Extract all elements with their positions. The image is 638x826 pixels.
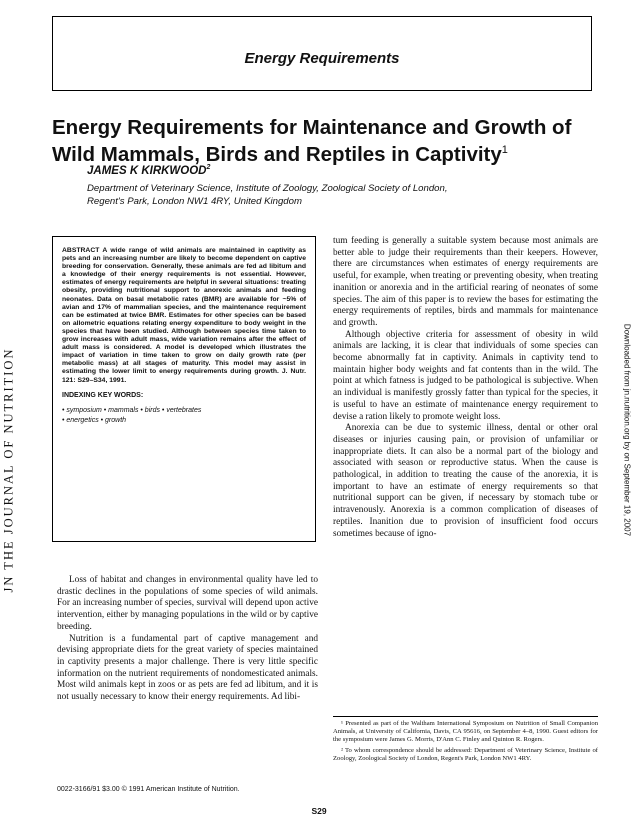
- keywords-heading: INDEXING KEY WORDS:: [62, 391, 144, 399]
- section-header-box: [52, 16, 592, 91]
- abstract-text: ABSTRACT A wide range of wild animals are maintained in captivity as pets and an increasing number are likely to become dependent on captive breeding for conservation. Generally, these animals are fed ad libitum and a knowledge of their energy requirements is not essential. However, estimates of energy requirements are helpful in several situations: treating obesity, providing nutritional support to anorexic animals and feeding neonates. Data on basal metabolic rates (BMR) are available for ~5% of avian and 17% of mammalian species, and the maintenance requirement can be estimated at twice BMR. Estimates for other species can be based on allometric equations relating energy expenditure to body weight in the species that have been studied. Although between species time taken to grow increases with adult mass, wide variation remains after the effect of adult mass is considered. A model is developed which illustrates the impact of variation in time taken to grow on daily growth rate (per metabolic mass) at all stages of maturity. This model may assist in estimating the lower limit to energy requirements during growth. J. Nutr. 121: S29–S34, 1991.: [62, 247, 306, 384]
- section-title: Energy Requirements: [244, 50, 400, 67]
- author-affiliation: [87, 182, 567, 208]
- body-paragraph: Loss of habitat and changes in environmental quality have led to drastic declines in the populations of some species of wild animals. For an increasing number of species, survival will depend upon active intervention, either by managing populations in the wild or by captive breeding.: [57, 575, 318, 632]
- article-title-line2: Wild Mammals, Birds and Reptiles in Captivity: [52, 142, 502, 166]
- affiliation-line2: Regent's Park, London NW1 4RY, United Kingdom: [87, 196, 302, 207]
- article-title-line1: Energy Requirements for Maintenance and Growth of: [52, 116, 572, 139]
- footnote-2: ² To whom correspondence should be addressed: Department of Veterinary Science, Institute of Zoology, Zoological Society of London, Regent's Park, London NW1 4RY.: [333, 746, 598, 762]
- footnote-divider: [333, 716, 598, 717]
- journal-sidebar: [0, 290, 18, 650]
- body-paragraph: Nutrition is a fundamental part of captive management and devising appropriate diets for the great variety of species maintained in captivity presents a major challenge. There is very little specific information on the nutrient requirements of nondomesticated animals. Most wild animals kept in zoos or as pets are fed ad libitum, and it is not usually necessary to know their energy requirements. Ad libi-: [57, 633, 318, 703]
- author-name: [87, 164, 210, 177]
- keywords-line2: • energetics • growth: [62, 416, 127, 424]
- body-column-right: [333, 236, 598, 540]
- copyright-line: 0022-3166/91 $3.00 © 1991 American Institute of Nutrition.: [57, 786, 240, 793]
- footnote-1: ¹ Presented as part of the Waltham International Symposium on Nutrition of Small Companion Animals, at University of California, Davis, CA 95616, on September 4–8, 1990. Guest editors for the symposium were James G. Morris, D'Ann C. Finley and Quinton R. Rogers.: [333, 720, 598, 744]
- author-footnote-mark: 2: [206, 164, 211, 171]
- body-paragraph: Although objective criteria for assessment of obesity in wild animals are lacking, it is clear that individuals of some species can become abnormally fat in captivity. Animals in captivity tend to maintain higher body weights and fat contents than in the wild. The point at which fatness is judged to be pathological is subjective. When an individual is manifestly grossly fatter than typical for the species, it is useful to have an estimate of maintenance energy requirement to devise a ration likely to promote weight loss.: [333, 329, 598, 422]
- title-footnote-mark: 1: [501, 144, 508, 156]
- keywords-line1: • symposium • mammals • birds • vertebrates: [62, 406, 202, 414]
- abstract-box: [52, 236, 316, 542]
- body-column-left: [57, 575, 318, 704]
- author-text: JAMES K KIRKWOOD: [87, 164, 207, 177]
- keywords-list: [62, 406, 306, 426]
- page-number: S29: [311, 806, 327, 816]
- article-title: [52, 116, 612, 166]
- download-sidebar: [620, 300, 634, 560]
- download-note: Downloaded from jn.nutrition.org by on September 19, 2007: [622, 323, 632, 537]
- body-paragraph: tum feeding is generally a suitable system because most animals are better able to judge their requirements than their keepers. However, there are circumstances when estimates of energy requirements are useful, for example, when treating or preventing obesity, when treating inanition or anorexia and in the artificial rearing of neonates of some species. The aim of this paper is to review the bases for estimating the energy requirements of reptiles, birds and mammals for maintenance and growth.: [333, 236, 598, 328]
- journal-name: JN THE JOURNAL OF NUTRITION: [1, 347, 16, 593]
- footnotes: [333, 716, 598, 765]
- body-paragraph: Anorexia can be due to systemic illness, dental or other oral diseases or injuries causing pain, or provision of unfamiliar or inappropriate diets. It can also be a normal part of the biology and associated with season or reproductive status. When the cause is pathological, in addition to treating the cause of the anorexia, it is important to have an estimate of energy requirements so that nutritional support can be given, if necessary by stomach tube or intravenously. Anorexia is a common complication of diseases of reptiles. Inanition due to provision of insufficient food occurs sometimes because of igno-: [333, 423, 598, 539]
- affiliation-line1: Department of Veterinary Science, Institute of Zoology, Zoological Society of London,: [87, 183, 448, 194]
